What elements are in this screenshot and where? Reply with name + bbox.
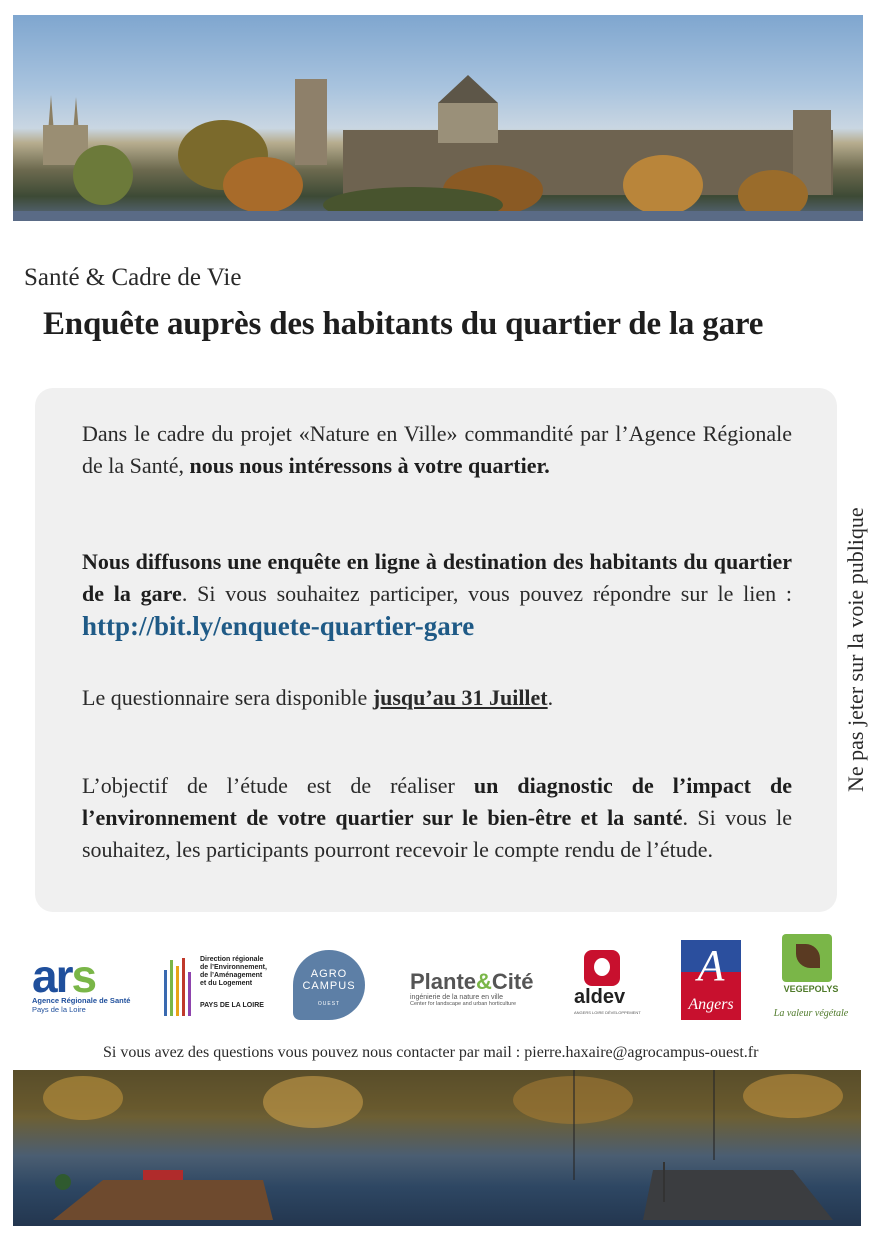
ars-line2: Pays de la Loire bbox=[32, 1005, 86, 1014]
vegepolys-tagline: La valeur végétale bbox=[773, 1008, 849, 1019]
plantecite-name-c: Cité bbox=[491, 969, 534, 994]
angers-logo bbox=[681, 940, 741, 1020]
objective-end: . Si vous le souhaitez, les participants pourront recevoir le compte rendu de l’étude. bbox=[82, 805, 792, 862]
dreal-logo bbox=[162, 956, 272, 1020]
aldev-logo bbox=[572, 944, 641, 1024]
agrocampus-line3: OUEST bbox=[317, 1001, 341, 1007]
survey-link[interactable]: http://bit.ly/enquete-quartier-gare bbox=[82, 611, 475, 641]
dreal-line4: et du Logement bbox=[200, 980, 253, 987]
vegepolys-logo bbox=[768, 934, 854, 1024]
angers-letter: A bbox=[697, 941, 725, 990]
page-title: Enquête auprès des habitants du quartier de la gare bbox=[43, 306, 764, 342]
objective-paragraph bbox=[82, 770, 792, 866]
intro-paragraph bbox=[82, 418, 792, 482]
objective-text: L’objectif de l’étude est de réaliser bbox=[82, 773, 474, 798]
subtitle: Santé & Cadre de Vie bbox=[24, 264, 242, 291]
dreal-line5: PAYS DE LA LOIRE bbox=[200, 1002, 264, 1009]
deadline-paragraph bbox=[82, 682, 792, 714]
dreal-line1: Direction régionale bbox=[200, 956, 264, 963]
side-note: Ne pas jeter sur la voie publique bbox=[843, 507, 868, 792]
dreal-line3: de l’Aménagement bbox=[200, 972, 263, 979]
dreal-line2: de l’Environnement, bbox=[200, 964, 267, 971]
contact-line: Si vous avez des questions vous pouvez nous contacter par mail : pierre.haxaire@agrocampus-ouest.fr bbox=[103, 1044, 759, 1061]
ars-line1: Agence Régionale de Santé bbox=[32, 996, 131, 1005]
deadline-date: jusqu’au 31 Juillet bbox=[372, 685, 548, 710]
angers-name: Angers bbox=[688, 996, 734, 1013]
objective-bold-text: un diagnostic de l’impact de l’environnement de votre quartier sur le bien-être et la santé bbox=[82, 773, 792, 830]
footer-photo-river bbox=[13, 1070, 861, 1226]
agrocampus-logo bbox=[293, 950, 385, 1020]
deadline-end: . bbox=[547, 685, 554, 710]
aldev-name: aldev bbox=[574, 986, 626, 1008]
survey-paragraph bbox=[82, 546, 792, 644]
plantecite-name-a: Plante bbox=[410, 969, 477, 994]
survey-bold-text: Nous diffusons une enquête en ligne à destination des habitants du quartier de la gare bbox=[82, 549, 792, 606]
aldev-line1: ANGERS LOIRE DÉVELOPPEMENT bbox=[574, 1010, 641, 1015]
agrocampus-line1: AGRO bbox=[310, 968, 348, 980]
plantecite-logo bbox=[410, 970, 550, 1016]
header-photo-castle bbox=[13, 15, 863, 221]
deadline-text: Le questionnaire sera disponible bbox=[82, 685, 373, 710]
plantecite-line1: ingénierie de la nature en ville bbox=[410, 994, 504, 1001]
agrocampus-line2: CAMPUS bbox=[302, 980, 356, 992]
plantecite-line2: Center for landscape and urban horticulture bbox=[410, 1001, 517, 1007]
plantecite-name-b: & bbox=[476, 969, 492, 994]
vegepolys-name: VEGEPOLYS bbox=[783, 984, 839, 994]
intro-text: Dans le cadre du projet «Nature en Ville» commandité par l’Agence Régionale de la Santé, bbox=[82, 421, 792, 478]
ars-logo: ars Agence Régionale de Santé Pays de la Loire bbox=[32, 956, 142, 1026]
intro-bold-text: nous nous intéressons à votre quartier. bbox=[189, 453, 550, 478]
survey-text: . Si vous souhaitez participer, vous pouvez répondre sur le lien : bbox=[181, 581, 793, 606]
partner-logos bbox=[0, 930, 874, 1030]
